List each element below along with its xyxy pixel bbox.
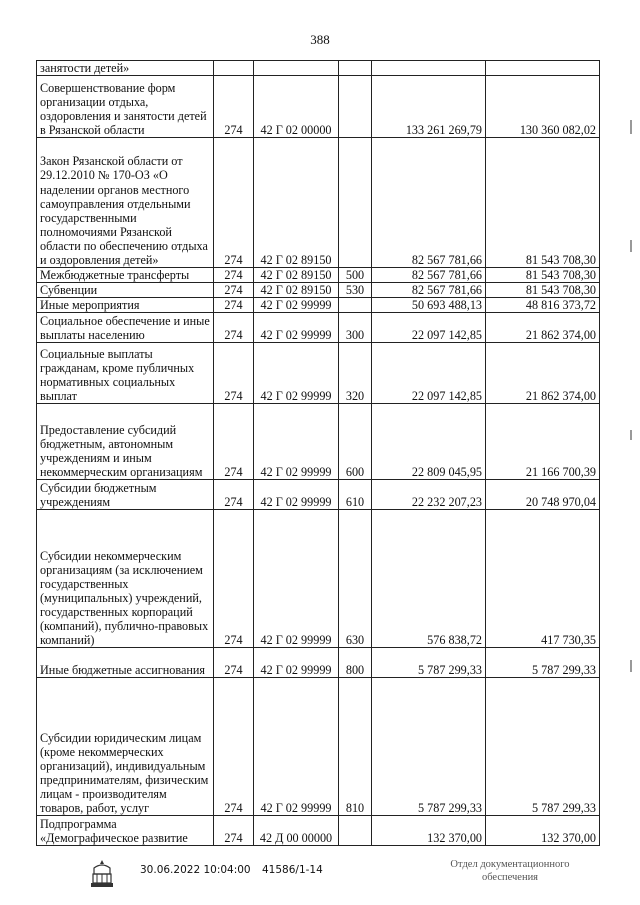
row-code bbox=[214, 61, 254, 76]
row-code: 274 bbox=[214, 404, 254, 480]
table-row bbox=[37, 648, 600, 678]
row-code: 274 bbox=[214, 268, 254, 283]
table-row bbox=[37, 313, 600, 343]
margin-mark bbox=[630, 660, 632, 672]
duma-emblem-icon bbox=[88, 858, 116, 890]
footer-date: 30.06.2022 10:04:00 bbox=[140, 864, 251, 876]
row-value-1: 22 232 207,23 bbox=[372, 480, 486, 510]
row-name: Субсидии бюджетным учреждениям bbox=[37, 480, 214, 510]
row-type: 600 bbox=[339, 404, 372, 480]
row-value-1: 22 097 142,85 bbox=[372, 343, 486, 404]
row-target: 42 Г 02 99999 bbox=[254, 510, 339, 648]
row-value-2: 417 730,35 bbox=[486, 510, 600, 648]
row-value-1: 132 370,00 bbox=[372, 816, 486, 846]
row-value-2: 21 862 374,00 bbox=[486, 313, 600, 343]
budget-table bbox=[36, 60, 600, 846]
margin-mark bbox=[630, 430, 632, 440]
table-row bbox=[37, 268, 600, 283]
row-type: 500 bbox=[339, 268, 372, 283]
row-target: 42 Г 02 99999 bbox=[254, 313, 339, 343]
row-value-2: 81 543 708,30 bbox=[486, 138, 600, 268]
row-name: Иные мероприятия bbox=[37, 298, 214, 313]
row-value-2: 132 370,00 bbox=[486, 816, 600, 846]
row-target: 42 Г 02 99999 bbox=[254, 648, 339, 678]
row-name: Совершенствование форм организации отдыха, оздоровления и занятости детей в Рязанской области bbox=[37, 76, 214, 138]
row-type: 800 bbox=[339, 648, 372, 678]
row-value-1: 133 261 269,79 bbox=[372, 76, 486, 138]
row-type: 810 bbox=[339, 678, 372, 816]
row-name: Субсидии юридическим лицам (кроме некоммерческих организаций), индивидуальным предпринимателям, физическим лицам - производителям товаров, работ, услуг bbox=[37, 678, 214, 816]
margin-mark bbox=[630, 240, 632, 252]
row-value-2: 5 787 299,33 bbox=[486, 648, 600, 678]
row-name: Субсидии некоммерческим организациям (за исключением государственных (муниципальных) учреждений, государственных корпораций (компаний), публично-правовых компаний) bbox=[37, 510, 214, 648]
table-row bbox=[37, 138, 600, 268]
row-value-2: 81 543 708,30 bbox=[486, 283, 600, 298]
row-value-1: 82 567 781,66 bbox=[372, 138, 486, 268]
row-target: 42 Г 02 89150 bbox=[254, 138, 339, 268]
row-value-1: 5 787 299,33 bbox=[372, 678, 486, 816]
footer-department-line-1: Отдел документационного bbox=[450, 859, 570, 870]
row-code: 274 bbox=[214, 313, 254, 343]
table-row bbox=[37, 480, 600, 510]
row-value-1: 22 097 142,85 bbox=[372, 313, 486, 343]
row-target: 42 Г 02 99999 bbox=[254, 404, 339, 480]
row-target: 42 Г 02 99999 bbox=[254, 678, 339, 816]
row-value-2: 21 862 374,00 bbox=[486, 343, 600, 404]
table-row bbox=[37, 61, 600, 76]
row-target: 42 Г 02 00000 bbox=[254, 76, 339, 138]
footer-department bbox=[430, 858, 590, 884]
row-name: занятости детей» bbox=[37, 61, 214, 76]
row-name: Закон Рязанской области от 29.12.2010 № 170-ОЗ «О наделении органов местного самоуправления отдельными государственными полномочиями Рязанской области по обеспечению отдыха и оздоровления детей» bbox=[37, 138, 214, 268]
row-code: 274 bbox=[214, 678, 254, 816]
row-code: 274 bbox=[214, 480, 254, 510]
footer-department-line-2: обеспечения bbox=[481, 872, 539, 883]
row-code: 274 bbox=[214, 283, 254, 298]
row-value-2: 48 816 373,72 bbox=[486, 298, 600, 313]
table-row bbox=[37, 76, 600, 138]
row-code: 274 bbox=[214, 76, 254, 138]
table-row bbox=[37, 343, 600, 404]
row-type bbox=[339, 298, 372, 313]
row-target: 42 Г 02 99999 bbox=[254, 298, 339, 313]
footer-doc-number: 41586/1-14 bbox=[262, 864, 323, 876]
row-code: 274 bbox=[214, 510, 254, 648]
row-target: 42 Г 02 99999 bbox=[254, 480, 339, 510]
table-row bbox=[37, 283, 600, 298]
row-value-2: 20 748 970,04 bbox=[486, 480, 600, 510]
row-code: 274 bbox=[214, 816, 254, 846]
row-name: Подпрограмма «Демографическое развитие bbox=[37, 816, 214, 846]
table-row bbox=[37, 678, 600, 816]
row-value-2: 81 543 708,30 bbox=[486, 268, 600, 283]
row-name: Иные бюджетные ассигнования bbox=[37, 648, 214, 678]
row-value-1 bbox=[372, 61, 486, 76]
row-value-1: 576 838,72 bbox=[372, 510, 486, 648]
row-target: 42 Г 02 89150 bbox=[254, 283, 339, 298]
row-type: 610 bbox=[339, 480, 372, 510]
row-target bbox=[254, 61, 339, 76]
row-name: Предоставление субсидий бюджетным, автономным учреждениям и иным некоммерческим организациям bbox=[37, 404, 214, 480]
row-value-1: 82 567 781,66 bbox=[372, 283, 486, 298]
row-type: 530 bbox=[339, 283, 372, 298]
row-value-2: 130 360 082,02 bbox=[486, 76, 600, 138]
row-type bbox=[339, 816, 372, 846]
row-type: 300 bbox=[339, 313, 372, 343]
table-row bbox=[37, 816, 600, 846]
row-code: 274 bbox=[214, 343, 254, 404]
page-number: 388 bbox=[310, 32, 330, 47]
row-type bbox=[339, 76, 372, 138]
row-target: 42 Д 00 00000 bbox=[254, 816, 339, 846]
margin-mark bbox=[630, 120, 632, 134]
row-type bbox=[339, 61, 372, 76]
table-row bbox=[37, 510, 600, 648]
row-value-2: 5 787 299,33 bbox=[486, 678, 600, 816]
row-type bbox=[339, 138, 372, 268]
row-code: 274 bbox=[214, 298, 254, 313]
row-name: Социальные выплаты гражданам, кроме публичных нормативных социальных выплат bbox=[37, 343, 214, 404]
row-code: 274 bbox=[214, 648, 254, 678]
row-value-1: 82 567 781,66 bbox=[372, 268, 486, 283]
row-code: 274 bbox=[214, 138, 254, 268]
row-value-1: 5 787 299,33 bbox=[372, 648, 486, 678]
table-row bbox=[37, 298, 600, 313]
row-value-1: 22 809 045,95 bbox=[372, 404, 486, 480]
table-row bbox=[37, 404, 600, 480]
row-type: 630 bbox=[339, 510, 372, 648]
row-value-1: 50 693 488,13 bbox=[372, 298, 486, 313]
row-type: 320 bbox=[339, 343, 372, 404]
row-target: 42 Г 02 89150 bbox=[254, 268, 339, 283]
page-footer bbox=[0, 856, 640, 896]
row-name: Межбюджетные трансферты bbox=[37, 268, 214, 283]
row-value-2: 21 166 700,39 bbox=[486, 404, 600, 480]
budget-table-body bbox=[37, 61, 600, 846]
row-target: 42 Г 02 99999 bbox=[254, 343, 339, 404]
row-name: Социальное обеспечение и иные выплаты населению bbox=[37, 313, 214, 343]
row-name: Субвенции bbox=[37, 283, 214, 298]
row-value-2 bbox=[486, 61, 600, 76]
